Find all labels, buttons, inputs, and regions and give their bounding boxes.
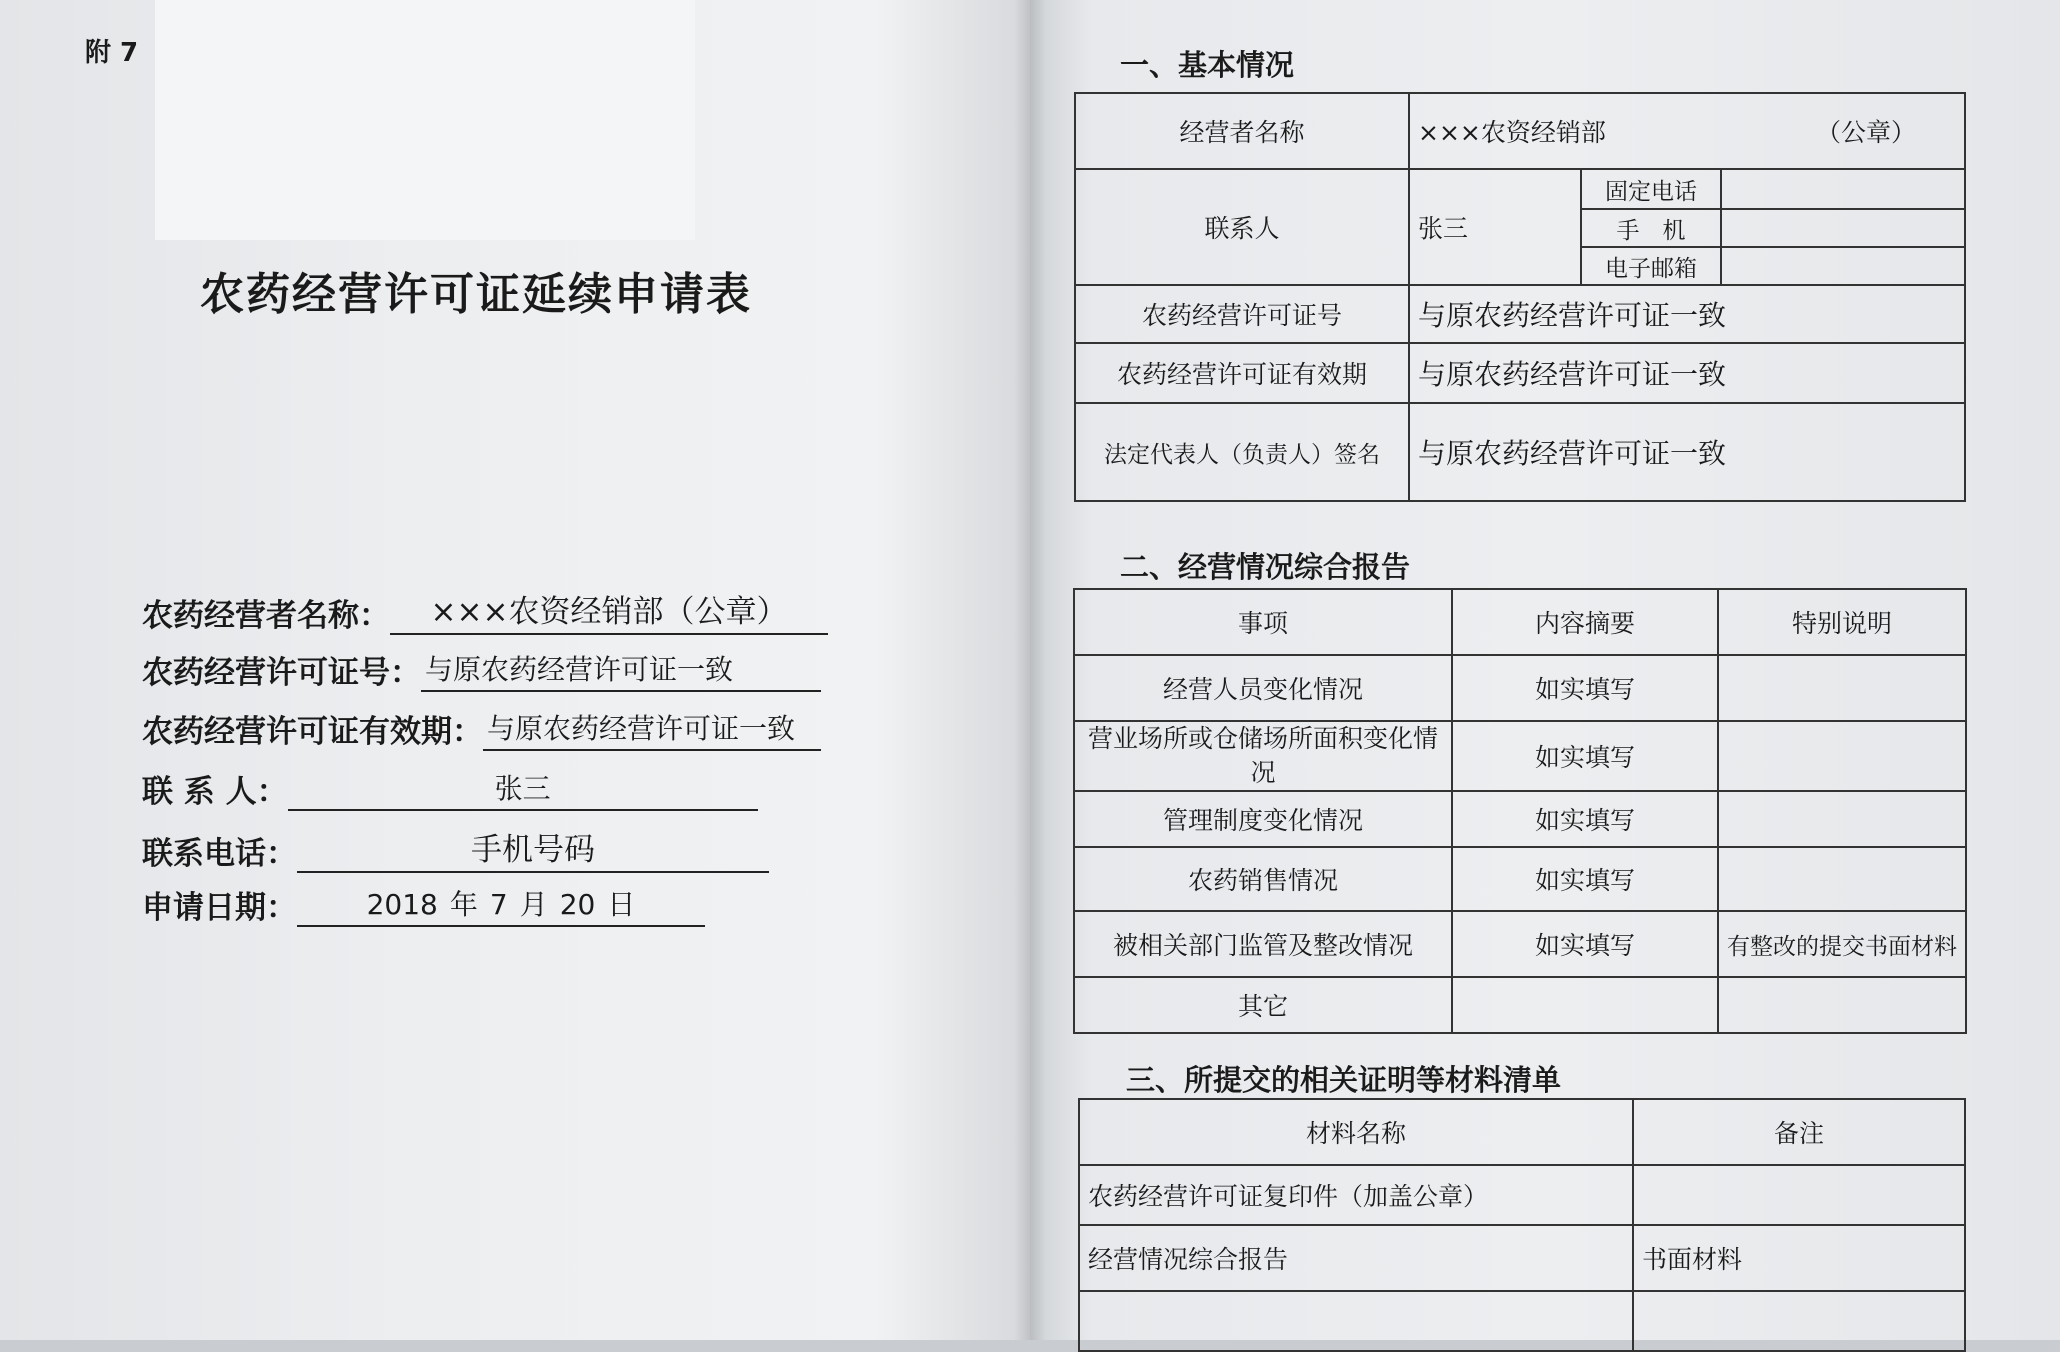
material-name: 农药经营许可证复印件（加盖公章）: [1079, 1165, 1633, 1225]
contact-field: [142, 766, 758, 811]
operator-name-label: 农药经营者名称：: [142, 598, 390, 634]
report-note: [1718, 655, 1966, 721]
report-note: [1718, 847, 1966, 911]
operator-name-field: [142, 586, 828, 635]
report-item: 经营人员变化情况: [1074, 655, 1452, 721]
phone-field: [142, 824, 769, 873]
report-item: 被相关部门监管及整改情况: [1074, 911, 1452, 977]
table-row: [1074, 847, 1966, 911]
report-note: 有整改的提交书面材料: [1718, 911, 1966, 977]
form-title: 农药经营许可证延续申请表: [200, 269, 752, 320]
table-row: [1074, 655, 1966, 721]
application-date-label: 申请日期：: [142, 890, 297, 926]
report-note: [1718, 791, 1966, 847]
validity-cell-label: 农药经营许可证有效期: [1075, 343, 1409, 403]
email-value: [1721, 247, 1965, 285]
table-row: [1079, 1225, 1965, 1291]
business-report-table: [1073, 588, 1967, 1034]
license-number-value: 与原农药经营许可证一致: [421, 648, 821, 692]
report-summary: 如实填写: [1452, 911, 1718, 977]
date-year: 2018: [366, 888, 438, 921]
license-no-cell-value: 与原农药经营许可证一致: [1409, 285, 1965, 343]
report-note: [1718, 721, 1966, 791]
redaction-patch: [155, 0, 695, 240]
license-number-label: 农药经营许可证号：: [142, 655, 421, 691]
operator-name-cell: [1409, 93, 1965, 169]
email-label: 电子邮箱: [1581, 247, 1721, 285]
application-date-value: [297, 883, 705, 927]
mobile-value: [1721, 209, 1965, 247]
table-row: [1079, 1291, 1965, 1351]
operator-name-cell-value: ×××农资经销部: [1418, 118, 1606, 147]
report-note: [1718, 977, 1966, 1033]
material-remark: 书面材料: [1633, 1225, 1965, 1291]
basic-info-table: [1074, 92, 1966, 502]
date-day: 20: [559, 888, 596, 921]
report-item: 营业场所或仓储场所面积变化情况: [1074, 721, 1452, 791]
report-header-item: 事项: [1074, 589, 1452, 655]
section-materials-title: 三、所提交的相关证明等材料清单: [1126, 1063, 1562, 1097]
signature-cell-label: 法定代表人（负责人）签名: [1075, 403, 1409, 501]
report-item: 管理制度变化情况: [1074, 791, 1452, 847]
report-summary: 如实填写: [1452, 847, 1718, 911]
table-row: [1079, 1165, 1965, 1225]
date-month: 7: [489, 888, 508, 921]
landline-value: [1721, 169, 1965, 209]
left-page: [0, 0, 1030, 1340]
material-name: [1079, 1291, 1633, 1351]
book-spine-shadow: [1014, 0, 1046, 1340]
material-remark: [1633, 1291, 1965, 1351]
report-item: 其它: [1074, 977, 1452, 1033]
contact-cell-value: 张三: [1409, 169, 1581, 285]
mobile-label: 手 机: [1581, 209, 1721, 247]
report-summary: 如实填写: [1452, 721, 1718, 791]
contact-label: 联 系 人：: [142, 774, 288, 810]
operator-name-cell-label: 经营者名称: [1075, 93, 1409, 169]
license-validity-label: 农药经营许可证有效期：: [142, 714, 483, 750]
operator-name-value: ×××农资经销部（公章）: [390, 586, 828, 635]
materials-header-remark: 备注: [1633, 1099, 1965, 1165]
application-date-field: [142, 882, 705, 927]
date-year-unit: 年: [449, 888, 478, 921]
section-report-title: 二、经营情况综合报告: [1120, 550, 1411, 584]
contact-cell-label: 联系人: [1075, 169, 1409, 285]
report-summary: 如实填写: [1452, 655, 1718, 721]
materials-table: [1078, 1098, 1966, 1352]
material-name: 经营情况综合报告: [1079, 1225, 1633, 1291]
report-summary: [1452, 977, 1718, 1033]
section-basic-info-title: 一、基本情况: [1120, 48, 1295, 82]
license-no-cell-label: 农药经营许可证号: [1075, 285, 1409, 343]
report-header-summary: 内容摘要: [1452, 589, 1718, 655]
contact-value: 张三: [288, 767, 758, 811]
date-day-unit: 日: [607, 888, 636, 921]
seal-note: （公章）: [1816, 118, 1917, 147]
table-row: [1074, 977, 1966, 1033]
signature-cell-value: 与原农药经营许可证一致: [1409, 403, 1965, 501]
materials-header-name: 材料名称: [1079, 1099, 1633, 1165]
date-month-unit: 月: [519, 888, 548, 921]
license-validity-field: [142, 706, 821, 751]
report-item: 农药销售情况: [1074, 847, 1452, 911]
phone-value: 手机号码: [297, 824, 769, 873]
report-summary: 如实填写: [1452, 791, 1718, 847]
table-row: [1074, 911, 1966, 977]
table-row: [1074, 721, 1966, 791]
report-header-note: 特别说明: [1718, 589, 1966, 655]
table-row: [1074, 791, 1966, 847]
material-remark: [1633, 1165, 1965, 1225]
license-number-field: [142, 647, 821, 692]
license-validity-value: 与原农药经营许可证一致: [483, 707, 821, 751]
attachment-label: 附 7: [85, 38, 139, 68]
validity-cell-value: 与原农药经营许可证一致: [1409, 343, 1965, 403]
phone-label: 联系电话：: [142, 836, 297, 872]
landline-label: 固定电话: [1581, 169, 1721, 209]
